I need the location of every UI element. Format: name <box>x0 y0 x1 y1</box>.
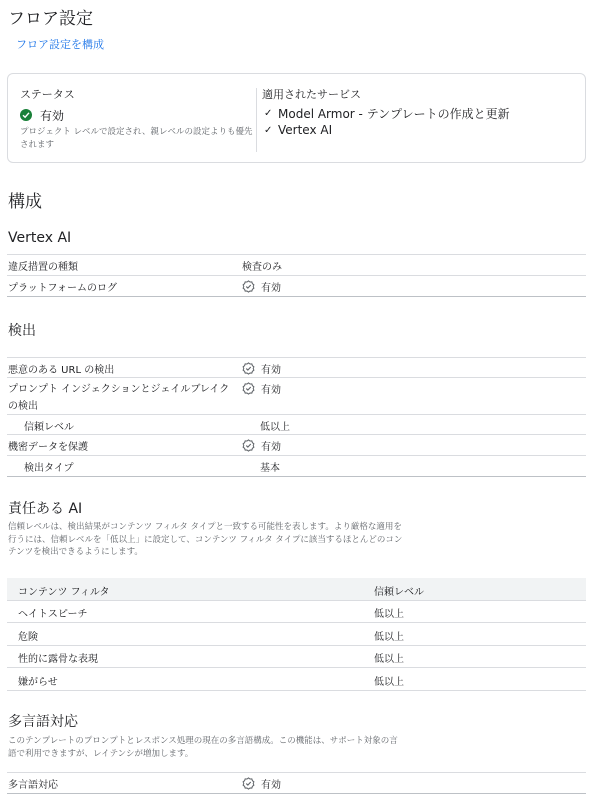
status-card <box>7 73 586 163</box>
status-value: 有効 <box>40 109 65 123</box>
row-label: プラットフォームのログ <box>8 283 117 294</box>
row-label: 検出タイプ <box>24 463 74 474</box>
table-cell-filter: 嫌がらせ <box>18 677 58 688</box>
table-cell-filter: 性的に露骨な表現 <box>18 654 98 665</box>
row-value <box>242 258 282 273</box>
configure-floor-settings-link[interactable]: フロア設定を構成 <box>16 38 104 51</box>
table-cell-filter: 危険 <box>18 632 38 643</box>
row-divider <box>7 254 586 255</box>
table-cell-level: 低以上 <box>374 677 404 688</box>
table-cell-level: 低以上 <box>374 654 404 665</box>
service-label: Model Armor - テンプレートの作成と更新 <box>278 107 510 121</box>
verified-check-icon <box>242 280 255 293</box>
service-item <box>264 105 510 122</box>
row-divider <box>7 793 586 794</box>
row-value-text: 有効 <box>261 442 281 453</box>
row-divider <box>7 377 586 378</box>
verified-check-icon <box>242 439 255 452</box>
verified-check-icon <box>242 382 255 395</box>
row-value <box>260 459 280 474</box>
check-circle-icon <box>20 109 32 121</box>
checkmark-icon: ✓ <box>264 108 273 119</box>
vertex-ai-heading: Vertex AI <box>8 230 72 246</box>
row-divider <box>7 455 586 456</box>
row-label: 多言語対応 <box>8 780 58 791</box>
status-description: プロジェクト レベルで設定され、親レベルの設定よりも優先されます <box>20 127 253 150</box>
row-label: プロンプト インジェクションとジェイルブレイクの検出 <box>8 384 230 412</box>
page-title: フロア設定 <box>8 9 93 29</box>
config-heading: 構成 <box>8 192 42 212</box>
row-value-text: 有効 <box>261 283 281 294</box>
row-divider <box>7 296 586 297</box>
column-header-filter: コンテンツ フィルタ <box>18 587 110 598</box>
checkmark-icon: ✓ <box>264 124 273 136</box>
row-divider <box>7 275 586 276</box>
row-label: 悪意のある URL の検出 <box>8 365 115 376</box>
row-value-text: 基本 <box>260 463 280 474</box>
table-cell-level: 低以上 <box>374 632 404 643</box>
row-divider <box>7 690 586 691</box>
row-value-text: 検査のみ <box>242 262 282 273</box>
multilingual-description: このテンプレートのプロンプトとレスポンス処理の現在の多言語構成。この機能は、サポート対象の言語で利用できますが、レイテンシが増加します。 <box>8 736 398 759</box>
row-label: 機密データを保護 <box>8 442 88 453</box>
responsible-ai-heading: 責任ある AI <box>8 501 83 517</box>
row-value-text: 低以上 <box>260 422 290 433</box>
service-item <box>264 123 332 137</box>
row-divider <box>7 772 586 773</box>
verified-check-icon <box>242 362 255 375</box>
row-divider <box>7 600 586 601</box>
table-cell-filter: ヘイトスピーチ <box>18 609 88 620</box>
row-value <box>242 438 281 453</box>
table-cell-level: 低以上 <box>374 609 404 620</box>
verified-check-icon <box>242 777 255 790</box>
detection-heading: 検出 <box>8 323 36 339</box>
row-value <box>242 279 281 294</box>
row-divider <box>7 414 586 415</box>
row-value <box>242 776 281 791</box>
row-divider <box>7 357 586 358</box>
row-divider <box>7 476 586 477</box>
card-divider <box>256 88 257 152</box>
status-heading: ステータス <box>20 88 75 101</box>
row-label: 信頼レベル <box>24 422 74 433</box>
row-value <box>242 381 281 396</box>
row-value-text: 有効 <box>261 385 281 396</box>
services-heading: 適用されたサービス <box>262 88 361 101</box>
row-label: 違反措置の種類 <box>8 262 78 273</box>
responsible-ai-description: 信頼レベルは、検出結果がコンテンツ フィルタ タイプと一致する可能性を表します。より厳格な適用を行うには、信頼レベルを「低以上」に設定して、コンテンツ フィルタ タイプに該当するほとんどのコンテンツを検出できるようにします。 <box>8 522 403 557</box>
column-header-level: 信頼レベル <box>374 587 424 598</box>
service-label: Vertex AI <box>278 123 333 137</box>
row-divider <box>7 667 586 668</box>
row-divider <box>7 622 586 623</box>
row-value-text: 有効 <box>261 780 281 791</box>
row-divider <box>7 434 586 435</box>
row-divider <box>7 645 586 646</box>
row-value <box>242 361 281 376</box>
row-value <box>260 418 290 433</box>
row-value-text: 有効 <box>261 365 281 376</box>
multilingual-heading: 多言語対応 <box>8 714 78 730</box>
